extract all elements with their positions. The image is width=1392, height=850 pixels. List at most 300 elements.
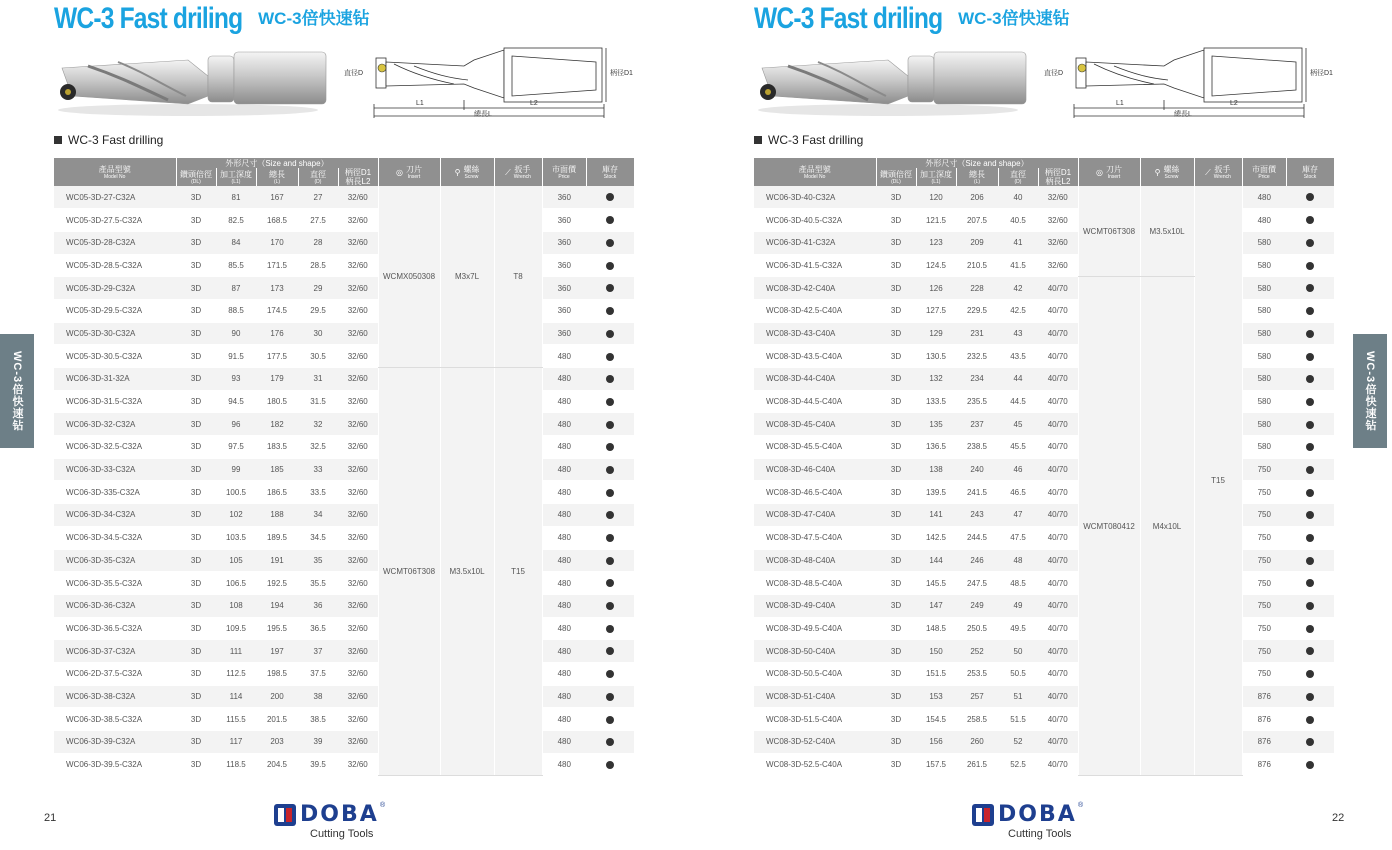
shank-cell: 32/60: [1038, 231, 1078, 254]
header-l1: 加工深度 (L1): [216, 168, 256, 186]
dl-cell: 3D: [176, 617, 216, 640]
stock-cell: [586, 640, 634, 663]
stock-cell: [586, 186, 634, 209]
dl-cell: 3D: [876, 209, 916, 232]
header-dl: 鑽頭倍徑 (DL): [876, 168, 916, 186]
dl-cell: 3D: [876, 345, 916, 368]
stock-dot-icon: [1306, 534, 1314, 542]
stock-dot-icon: [606, 602, 614, 610]
dl-cell: 3D: [876, 526, 916, 549]
l1-cell: 123: [916, 231, 956, 254]
length-cell: 203: [256, 731, 298, 754]
stock-dot-icon: [1306, 466, 1314, 474]
dl-cell: 3D: [176, 594, 216, 617]
stock-dot-icon: [606, 353, 614, 361]
dl-cell: 3D: [176, 209, 216, 232]
stock-dot-icon: [1306, 602, 1314, 610]
shank-cell: 32/60: [338, 299, 378, 322]
dl-cell: 3D: [876, 436, 916, 459]
catalog-page-right: [696, 0, 1392, 850]
diameter-cell: 40: [998, 186, 1038, 209]
stock-dot-icon: [606, 511, 614, 519]
price-cell: 750: [1242, 526, 1286, 549]
price-cell: 480: [1242, 209, 1286, 232]
header-size-shape: 外形尺寸（Size and shape）: [876, 158, 1078, 168]
model-cell: WC06-2D-37.5-C32A: [54, 662, 176, 685]
l2-label: L2: [530, 100, 538, 107]
price-cell: 750: [1242, 662, 1286, 685]
stock-cell: [586, 322, 634, 345]
shank-cell: 40/70: [1038, 640, 1078, 663]
diameter-cell: 35.5: [298, 572, 338, 595]
diameter-cell: 42.5: [998, 299, 1038, 322]
l1-cell: 115.5: [216, 708, 256, 731]
header-dl: 鑽頭倍徑 (DL): [176, 168, 216, 186]
header-l: 總長 (L): [256, 168, 298, 186]
diameter-cell: 34.5: [298, 526, 338, 549]
length-cell: 177.5: [256, 345, 298, 368]
drill-dimension-diagram: [344, 44, 644, 122]
side-tab: WC-3倍快速钻: [0, 334, 34, 448]
l1-cell: 127.5: [916, 299, 956, 322]
dl-cell: 3D: [876, 368, 916, 391]
price-cell: 750: [1242, 594, 1286, 617]
shank-cell: 40/70: [1038, 458, 1078, 481]
l1-cell: 91.5: [216, 345, 256, 368]
table-row: [54, 685, 634, 708]
shank-cell: 32/60: [338, 662, 378, 685]
l1-cell: 141: [916, 504, 956, 527]
model-cell: WC05-3D-27.5-C32A: [54, 209, 176, 232]
length-cell: 197: [256, 640, 298, 663]
table-row: [54, 413, 634, 436]
stock-dot-icon: [606, 693, 614, 701]
stock-cell: [1286, 708, 1334, 731]
stock-dot-icon: [606, 375, 614, 383]
dl-cell: 3D: [876, 504, 916, 527]
spec-table-body: [54, 186, 634, 776]
dl-cell: 3D: [176, 662, 216, 685]
dl-cell: 3D: [176, 685, 216, 708]
length-cell: 244.5: [956, 526, 998, 549]
shank-cell: 40/70: [1038, 685, 1078, 708]
table-row: [54, 345, 634, 368]
dl-cell: 3D: [176, 640, 216, 663]
length-cell: 240: [956, 458, 998, 481]
diameter-cell: 27.5: [298, 209, 338, 232]
diameter-cell: 44.5: [998, 390, 1038, 413]
dl-cell: 3D: [876, 640, 916, 663]
length-cell: 237: [956, 413, 998, 436]
diameter-cell: 45: [998, 413, 1038, 436]
table-row: [754, 594, 1334, 617]
header-size-shape: 外形尺寸（Size and shape）: [176, 158, 378, 168]
stock-cell: [586, 753, 634, 776]
length-cell: 194: [256, 594, 298, 617]
square-bullet-icon: [54, 136, 62, 144]
header-d: 直徑 (D): [298, 168, 338, 186]
length-cell: 231: [956, 322, 998, 345]
stock-cell: [1286, 731, 1334, 754]
shank-cell: 40/70: [1038, 594, 1078, 617]
price-cell: 580: [1242, 368, 1286, 391]
stock-cell: [1286, 368, 1334, 391]
logo-subtitle: Cutting Tools: [310, 828, 374, 840]
diameter-cell: 44: [998, 368, 1038, 391]
table-row: [54, 526, 634, 549]
stock-cell: [1286, 436, 1334, 459]
shank-cell: 40/70: [1038, 504, 1078, 527]
l1-cell: 157.5: [916, 753, 956, 776]
shank-cell: 32/60: [338, 640, 378, 663]
l1-cell: 153: [916, 685, 956, 708]
table-row: [754, 345, 1334, 368]
insert-cell: WCMX050308: [378, 186, 440, 368]
length-cell: 238.5: [956, 436, 998, 459]
table-row: [754, 186, 1334, 209]
model-cell: WC06-3D-40-C32A: [754, 186, 876, 209]
shank-cell: 40/70: [1038, 322, 1078, 345]
shank-cell: 40/70: [1038, 708, 1078, 731]
length-cell: 195.5: [256, 617, 298, 640]
l1-cell: 100.5: [216, 481, 256, 504]
l1-cell: 133.5: [916, 390, 956, 413]
l1-cell: 144: [916, 549, 956, 572]
l1-cell: 142.5: [916, 526, 956, 549]
price-cell: 750: [1242, 504, 1286, 527]
stock-dot-icon: [1306, 761, 1314, 769]
stock-cell: [586, 481, 634, 504]
table-row: [754, 753, 1334, 776]
table-row: [54, 458, 634, 481]
dl-cell: 3D: [176, 549, 216, 572]
table-row: [54, 436, 634, 459]
header-screw: ⚲ 螺絲 Screw: [440, 158, 494, 186]
price-cell: 480: [542, 640, 586, 663]
diameter-cell: 29.5: [298, 299, 338, 322]
diameter-cell: 34: [298, 504, 338, 527]
table-row: [54, 299, 634, 322]
price-cell: 580: [1242, 277, 1286, 300]
table-row: [754, 662, 1334, 685]
length-cell: 228: [956, 277, 998, 300]
stock-cell: [586, 526, 634, 549]
model-cell: WC05-3D-29-C32A: [54, 277, 176, 300]
model-cell: WC06-3D-32.5-C32A: [54, 436, 176, 459]
model-cell: WC06-3D-39.5-C32A: [54, 753, 176, 776]
price-cell: 580: [1242, 299, 1286, 322]
length-cell: 258.5: [956, 708, 998, 731]
table-row: [54, 390, 634, 413]
diameter-cell: 49.5: [998, 617, 1038, 640]
logo-text: DOBA: [300, 802, 379, 827]
section-title: WC-3 Fast drilling: [768, 133, 864, 147]
dl-cell: 3D: [176, 299, 216, 322]
price-cell: 750: [1242, 572, 1286, 595]
dl-cell: 3D: [876, 731, 916, 754]
length-cell: 168.5: [256, 209, 298, 232]
doba-logo: [972, 802, 1112, 844]
l1-cell: 117: [216, 731, 256, 754]
stock-dot-icon: [1306, 716, 1314, 724]
shank-cell: 40/70: [1038, 413, 1078, 436]
price-cell: 360: [542, 209, 586, 232]
stock-dot-icon: [606, 647, 614, 655]
header-wrench: ⟋ 扳手 Wrench: [494, 158, 542, 186]
l1-label: L1: [416, 100, 424, 107]
l1-cell: 87: [216, 277, 256, 300]
shank-cell: 32/60: [338, 617, 378, 640]
dl-cell: 3D: [176, 368, 216, 391]
stock-dot-icon: [1306, 557, 1314, 565]
l1-cell: 88.5: [216, 299, 256, 322]
stock-dot-icon: [1306, 284, 1314, 292]
price-cell: 480: [542, 481, 586, 504]
l1-cell: 97.5: [216, 436, 256, 459]
table-row: [54, 594, 634, 617]
length-cell: 167: [256, 186, 298, 209]
price-cell: 750: [1242, 617, 1286, 640]
model-cell: WC08-3D-46-C40A: [754, 458, 876, 481]
stock-cell: [1286, 299, 1334, 322]
spec-table-body: [754, 186, 1334, 776]
price-cell: 480: [542, 413, 586, 436]
table-row: [754, 299, 1334, 322]
dl-cell: 3D: [876, 413, 916, 436]
price-cell: 480: [542, 753, 586, 776]
table-row: [54, 231, 634, 254]
diameter-cell: 48: [998, 549, 1038, 572]
table-row: [754, 526, 1334, 549]
shank-cell: 40/70: [1038, 436, 1078, 459]
dl-cell: 3D: [876, 277, 916, 300]
price-cell: 360: [542, 277, 586, 300]
table-row: [754, 549, 1334, 572]
table-row: [54, 368, 634, 391]
model-cell: WC05-3D-28-C32A: [54, 231, 176, 254]
diameter-cell: 41: [998, 231, 1038, 254]
shank-cell: 32/60: [338, 526, 378, 549]
diameter-cell: 32: [298, 413, 338, 436]
length-cell: 252: [956, 640, 998, 663]
stock-cell: [1286, 594, 1334, 617]
diameter-cell: 46: [998, 458, 1038, 481]
table-row: [54, 254, 634, 277]
model-cell: WC08-3D-42-C40A: [754, 277, 876, 300]
stock-dot-icon: [1306, 738, 1314, 746]
dimension-drawing: [1044, 44, 1344, 122]
stock-cell: [1286, 481, 1334, 504]
stock-dot-icon: [606, 534, 614, 542]
l1-cell: 82.5: [216, 209, 256, 232]
diameter-cell: 47: [998, 504, 1038, 527]
diameter-cell: 47.5: [998, 526, 1038, 549]
stock-dot-icon: [1306, 330, 1314, 338]
table-row: [754, 458, 1334, 481]
l1-cell: 84: [216, 231, 256, 254]
stock-cell: [1286, 413, 1334, 436]
table-row: [754, 368, 1334, 391]
stock-dot-icon: [1306, 511, 1314, 519]
stock-dot-icon: [1306, 307, 1314, 315]
stock-cell: [586, 390, 634, 413]
table-row: [754, 390, 1334, 413]
dl-cell: 3D: [176, 390, 216, 413]
header-d1: 柄徑D1 柄長L2: [338, 168, 378, 186]
model-cell: WC06-3D-31-32A: [54, 368, 176, 391]
diameter-cell: 33.5: [298, 481, 338, 504]
length-cell: 170: [256, 231, 298, 254]
stock-dot-icon: [1306, 262, 1314, 270]
table-row: [54, 549, 634, 572]
price-cell: 876: [1242, 753, 1286, 776]
stock-cell: [586, 617, 634, 640]
length-cell: 198.5: [256, 662, 298, 685]
shank-cell: 40/70: [1038, 753, 1078, 776]
stock-cell: [1286, 345, 1334, 368]
length-cell: 192.5: [256, 572, 298, 595]
stock-dot-icon: [1306, 489, 1314, 497]
diameter-cell: 36.5: [298, 617, 338, 640]
header-d1: 柄徑D1 柄長L2: [1038, 168, 1078, 186]
model-cell: WC08-3D-45-C40A: [754, 413, 876, 436]
wrench-cell: T8: [494, 186, 542, 368]
shank-cell: 40/70: [1038, 526, 1078, 549]
model-cell: WC06-3D-41.5-C32A: [754, 254, 876, 277]
table-row: [54, 708, 634, 731]
stock-cell: [586, 708, 634, 731]
price-cell: 360: [542, 231, 586, 254]
stock-dot-icon: [1306, 239, 1314, 247]
model-cell: WC08-3D-43-C40A: [754, 322, 876, 345]
stock-cell: [1286, 254, 1334, 277]
shank-cell: 32/60: [338, 572, 378, 595]
shank-cell: 32/60: [338, 481, 378, 504]
l1-cell: 121.5: [916, 209, 956, 232]
table-row: [54, 504, 634, 527]
price-cell: 480: [542, 504, 586, 527]
diameter-cell: 35: [298, 549, 338, 572]
dl-cell: 3D: [176, 254, 216, 277]
model-cell: WC06-3D-41-C32A: [754, 231, 876, 254]
section-heading: [54, 133, 163, 147]
model-cell: WC08-3D-49-C40A: [754, 594, 876, 617]
stock-dot-icon: [606, 716, 614, 724]
stock-dot-icon: [1306, 625, 1314, 633]
dl-cell: 3D: [176, 413, 216, 436]
stock-dot-icon: [606, 557, 614, 565]
l1-cell: 151.5: [916, 662, 956, 685]
price-cell: 360: [542, 322, 586, 345]
stock-cell: [1286, 458, 1334, 481]
diameter-cell: 28: [298, 231, 338, 254]
length-cell: 241.5: [956, 481, 998, 504]
doba-logo-icon: [274, 804, 296, 826]
stock-cell: [586, 549, 634, 572]
dl-cell: 3D: [876, 617, 916, 640]
stock-cell: [1286, 390, 1334, 413]
price-cell: 580: [1242, 231, 1286, 254]
diameter-cell: 46.5: [998, 481, 1038, 504]
stock-dot-icon: [1306, 421, 1314, 429]
l1-cell: 109.5: [216, 617, 256, 640]
model-cell: WC06-3D-31.5-C32A: [54, 390, 176, 413]
l1-cell: 108: [216, 594, 256, 617]
stock-cell: [1286, 685, 1334, 708]
price-cell: 480: [542, 731, 586, 754]
shank-cell: 32/60: [338, 254, 378, 277]
diameter-cell: 38: [298, 685, 338, 708]
header-model: 產品型號 Model No: [754, 158, 876, 186]
table-row: [54, 186, 634, 209]
l1-cell: 105: [216, 549, 256, 572]
price-cell: 480: [542, 617, 586, 640]
insert-cell: WCMT06T308: [1078, 186, 1140, 277]
stock-cell: [586, 685, 634, 708]
length-cell: 201.5: [256, 708, 298, 731]
shank-cell: 32/60: [338, 322, 378, 345]
table-row: [54, 753, 634, 776]
l1-cell: 154.5: [916, 708, 956, 731]
shank-diameter-label: 柄径D1: [610, 70, 633, 77]
title-sub: WC-3倍快速钻: [258, 9, 370, 28]
price-cell: 360: [542, 254, 586, 277]
l1-cell: 114: [216, 685, 256, 708]
table-row: [754, 209, 1334, 232]
stock-cell: [1286, 640, 1334, 663]
length-cell: 173: [256, 277, 298, 300]
stock-cell: [1286, 231, 1334, 254]
diameter-cell: 48.5: [998, 572, 1038, 595]
model-cell: WC06-3D-40.5-C32A: [754, 209, 876, 232]
shank-cell: 40/70: [1038, 731, 1078, 754]
header-stock: 庫存 Stock: [586, 158, 634, 186]
stock-dot-icon: [606, 284, 614, 292]
diameter-cell: 42: [998, 277, 1038, 300]
l1-cell: 136.5: [916, 436, 956, 459]
stock-cell: [586, 458, 634, 481]
price-cell: 480: [542, 662, 586, 685]
logo-registered-mark: ®: [380, 802, 386, 809]
drill-photo: [58, 46, 328, 118]
stock-cell: [1286, 753, 1334, 776]
dl-cell: 3D: [876, 549, 916, 572]
length-cell: 204.5: [256, 753, 298, 776]
spec-table: [54, 158, 635, 776]
shank-cell: 40/70: [1038, 481, 1078, 504]
l1-cell: 156: [916, 731, 956, 754]
length-cell: 180.5: [256, 390, 298, 413]
page-title: [54, 2, 370, 36]
stock-cell: [586, 594, 634, 617]
length-cell: 206: [956, 186, 998, 209]
length-cell: 229.5: [956, 299, 998, 322]
l1-cell: 150: [916, 640, 956, 663]
length-cell: 234: [956, 368, 998, 391]
insert-icon: ◎: [1096, 167, 1103, 177]
dl-cell: 3D: [176, 231, 216, 254]
model-cell: WC08-3D-51-C40A: [754, 685, 876, 708]
length-cell: 257: [956, 685, 998, 708]
diameter-cell: 36: [298, 594, 338, 617]
shank-cell: 32/60: [338, 458, 378, 481]
stock-dot-icon: [606, 421, 614, 429]
page-number: 21: [44, 812, 57, 824]
shank-cell: 32/60: [338, 413, 378, 436]
length-cell: 235.5: [956, 390, 998, 413]
dl-cell: 3D: [176, 504, 216, 527]
header-model: 產品型號 Model No: [54, 158, 176, 186]
